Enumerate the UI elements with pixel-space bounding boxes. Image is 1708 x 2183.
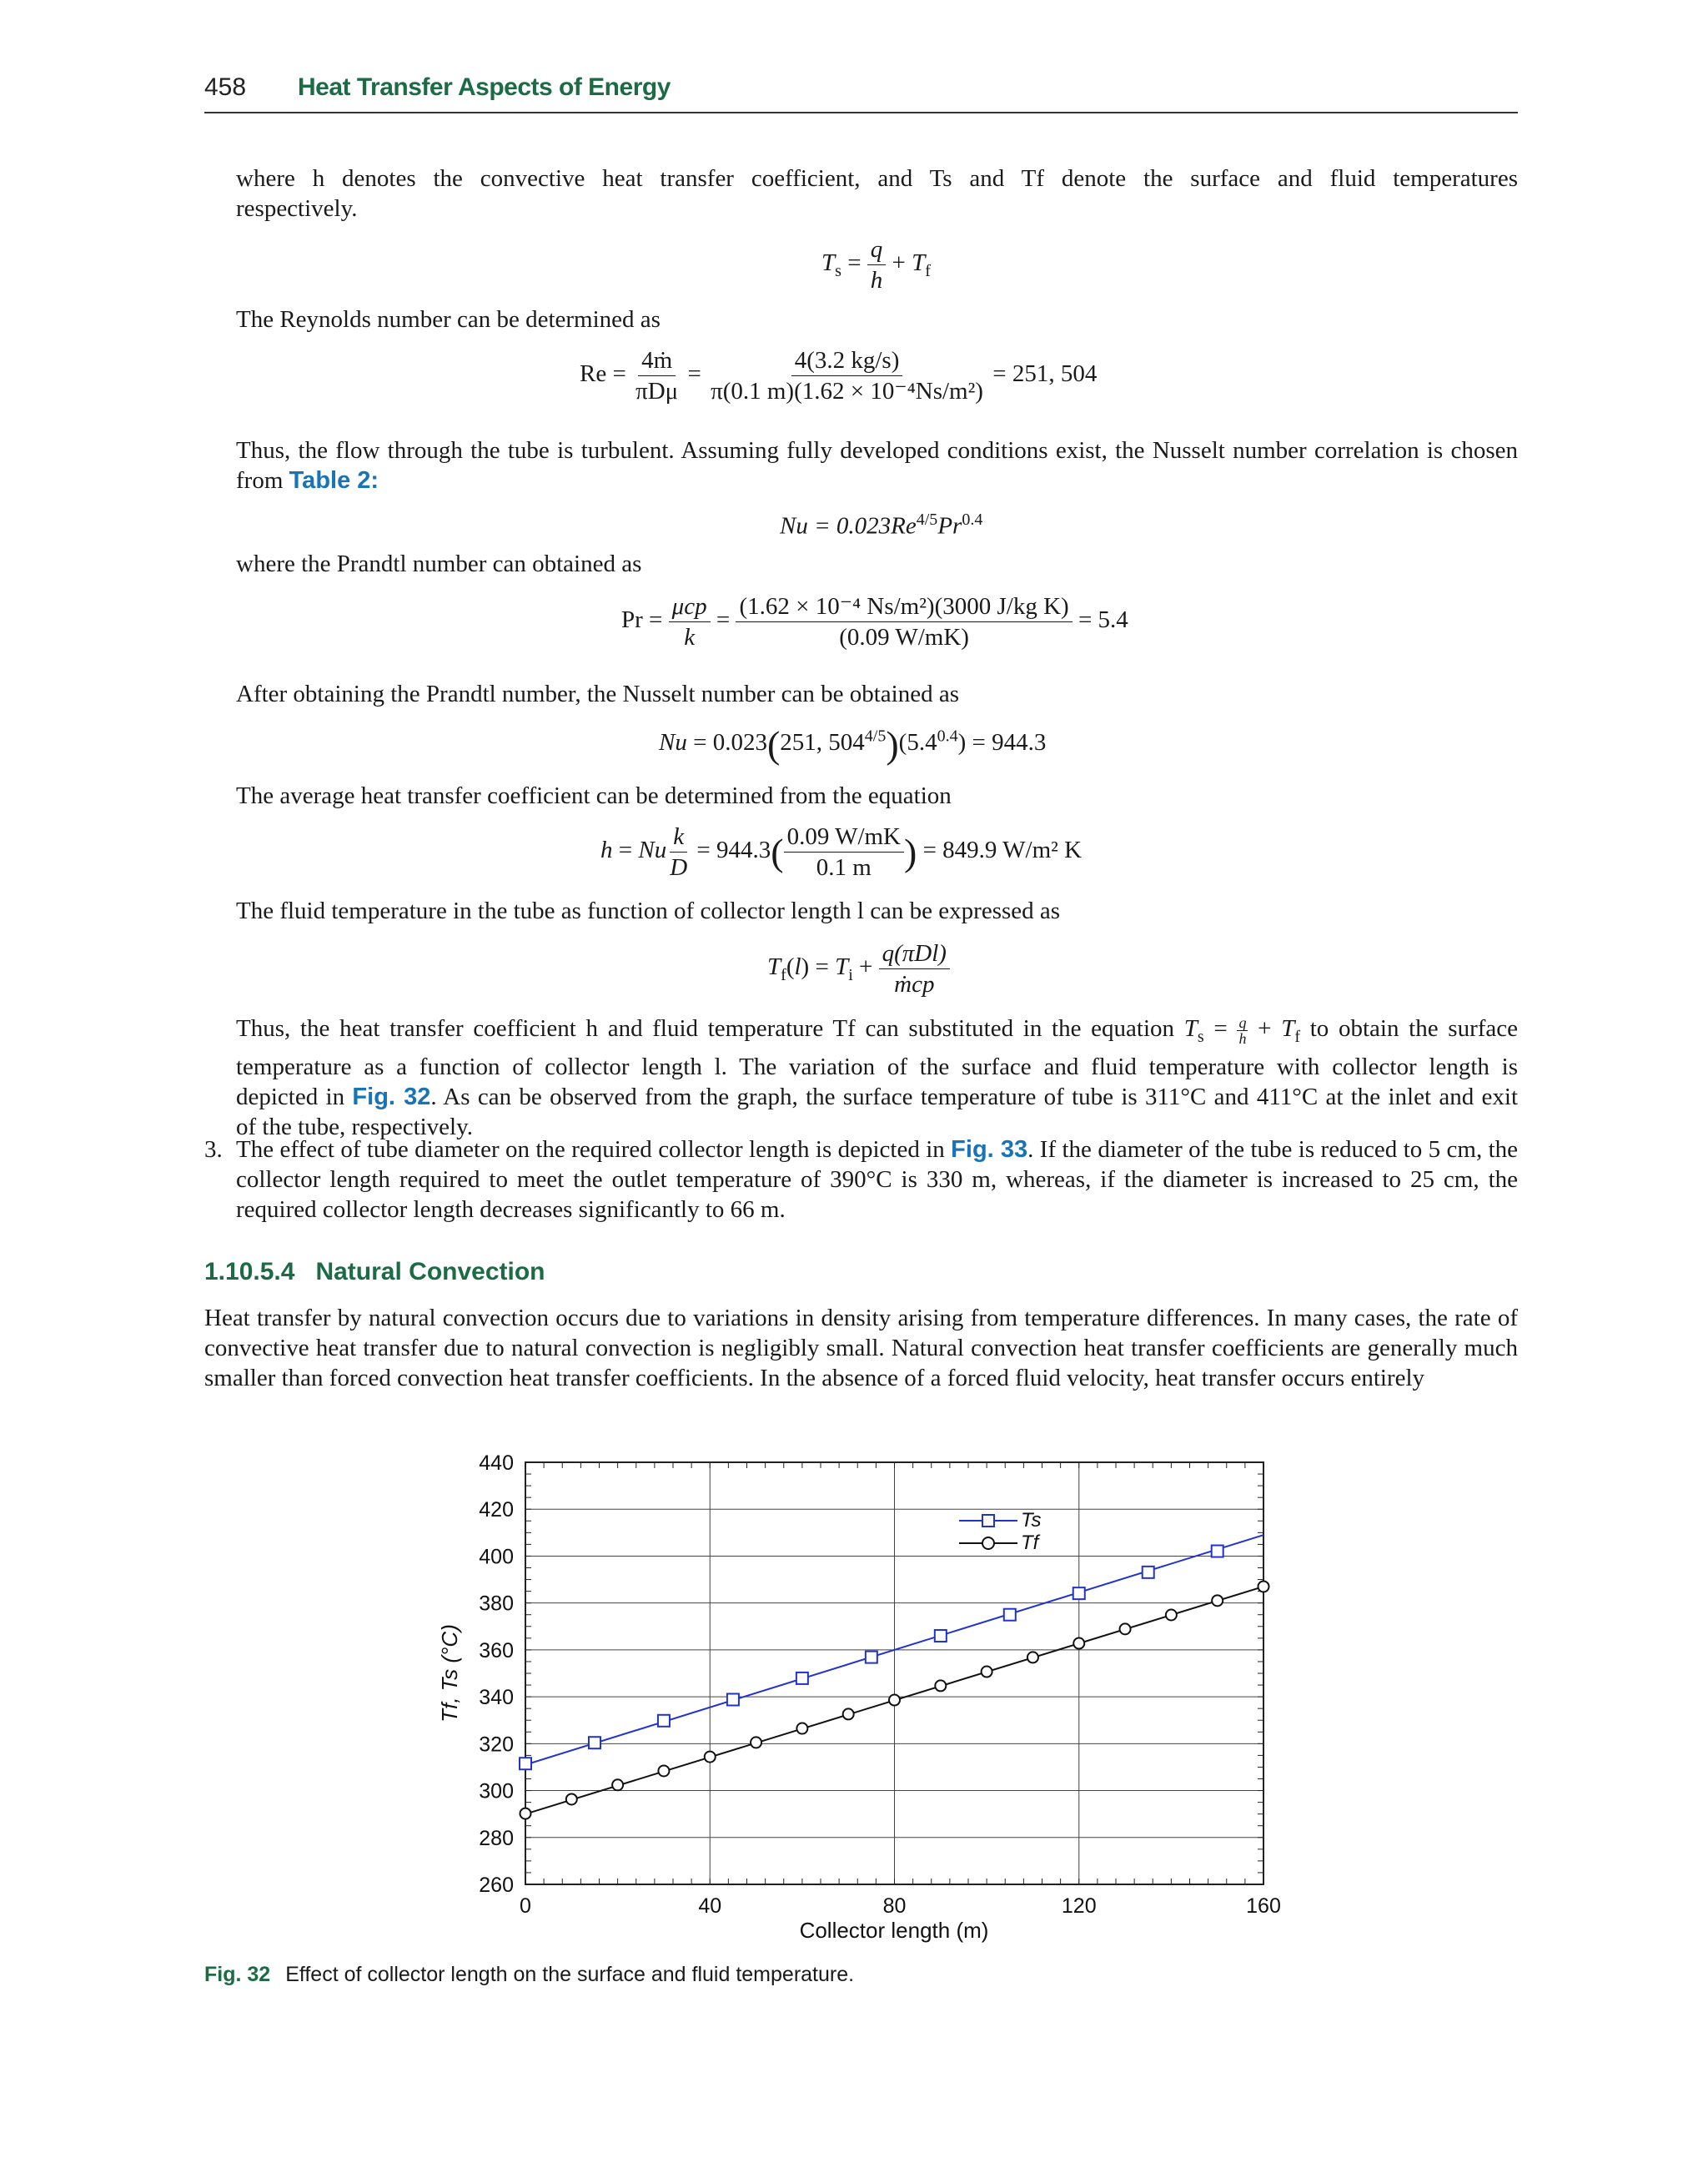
pr-num2: (1.62 × 10⁻⁴ Ns/m²)(3000 J/kg K): [736, 592, 1072, 622]
legend-ts-label: Ts: [1021, 1509, 1042, 1532]
data-point-ts: [935, 1630, 947, 1642]
chart-legend: [959, 1509, 1041, 1554]
data-point-tf: [566, 1793, 577, 1804]
data-point-tf: [796, 1723, 807, 1734]
data-point-ts: [727, 1693, 739, 1705]
y-tick-label: 260: [479, 1874, 514, 1897]
fig32-link[interactable]: Fig. 32: [352, 1083, 431, 1110]
re-num1: 4ṁ: [638, 346, 676, 376]
equation-ts: $T_s$ = $\frac{q}{h}$ + $T_f$: [821, 236, 931, 294]
data-point-ts: [1143, 1567, 1154, 1578]
y-tick-label: 300: [479, 1779, 514, 1803]
x-tick-label: 160: [1246, 1894, 1281, 1918]
paragraph-fluid-temperature: The fluid temperature in the tube as function of collector length l can be expressed as: [236, 898, 1061, 924]
section-title: Natural Convection: [315, 1258, 545, 1285]
nu-text: Nu = 0.023Re: [780, 512, 917, 540]
page-number: 458: [204, 73, 247, 101]
h-mid: = 944.3: [696, 837, 771, 864]
data-point-tf: [1027, 1652, 1038, 1662]
data-point-tf: [1258, 1581, 1269, 1592]
x-tick-label: 0: [520, 1894, 531, 1918]
re-lhs: Re: [580, 360, 607, 388]
data-point-ts: [1073, 1587, 1085, 1599]
pr-lhs: Pr: [621, 606, 643, 634]
equation-h: h = Nu $\frac{k}{D}$ = 944.3( $\frac{0.09 W/mK}{0.1 m}$ ) = 849.9 W/m² K: [600, 823, 1083, 881]
item3-number: 3.: [204, 1136, 223, 1163]
data-point-ts: [589, 1737, 600, 1748]
equation-nusselt-value: Nu = 0.023(251, $504^{4/5})(5.4^{0.4}) = 944.3$: [659, 723, 1047, 766]
y-tick-label: 400: [479, 1545, 514, 1569]
tf-num: q(πDl): [882, 940, 947, 967]
nu-pr: Pr: [937, 512, 962, 540]
data-point-tf: [1166, 1610, 1177, 1621]
data-point-tf: [843, 1708, 854, 1719]
re-num2: 4(3.2 kg/s): [791, 346, 903, 376]
paragraph-after-prandtl: After obtaining the Prandtl number, the Nusselt number can be obtained as: [236, 681, 959, 707]
data-point-tf: [751, 1737, 761, 1748]
data-point-tf: [1212, 1595, 1223, 1606]
para1-line2: respectively.: [236, 195, 358, 222]
nu2-result: = 944.3: [972, 729, 1047, 757]
x-tick-label: 80: [882, 1894, 907, 1918]
paragraph-average-h: The average heat transfer coefficient can be determined from the equation: [236, 782, 952, 809]
y-tick-label: 340: [479, 1686, 514, 1710]
paragraph-reynolds: The Reynolds number can be determined as: [236, 306, 661, 333]
chart-grid: [525, 1462, 1263, 1884]
y-axis-label: Tf, Ts (°C): [437, 1624, 462, 1723]
item3-b: . If the diameter of the tube is reduced to 5 cm, the collector length required to meet the outlet temperature of 390°C is 330 m, whereas, if the diameter is increased to 25 cm, the required collector length decreases significantly to 66 m.: [236, 1136, 1519, 1223]
y-tick-label: 320: [479, 1733, 514, 1757]
x-axis-label: Collector length (m): [799, 1918, 989, 1943]
thus-l2: temperature as a function of collector length l. The variation of the surface and fluid temperature with collector length is: [236, 1053, 1518, 1080]
equation-prandtl: Pr = $\frac{\text{μcp}}{k}$ = $\frac{\text{(1.62 × 10⁻⁴ Ns/m²)(3000 J/kg K)}}{(0.09 W/mK)}$ = 5.4: [621, 593, 1128, 651]
paragraph-natural-convection: Heat transfer by natural convection occurs due to variations in density arising from temperature differences. In many cases, the rate of convective heat transfer due to natural convection is negligibly small. Natural convection heat transfer coefficients are generally much smaller than forced convection heat transfer coefficients. In the absence of a forced fluid velocity, heat transfer occurs entirely: [204, 1305, 1518, 1391]
pr-den1: k: [684, 624, 696, 651]
caption-label: Fig. 32: [204, 1963, 271, 1986]
y-tick-label: 360: [479, 1638, 514, 1662]
y-tick-label: 440: [479, 1451, 514, 1475]
data-point-ts: [520, 1758, 531, 1769]
legend-tf-label: Tf: [1021, 1532, 1039, 1554]
h-den1: D: [670, 854, 688, 881]
data-point-ts: [658, 1715, 670, 1727]
re-den2: π(0.1 m)(1.62 × 10⁻⁴Ns/m²): [711, 378, 983, 405]
data-point-ts: [866, 1652, 877, 1663]
turbulent-text: Thus, the flow through the tube is turbulent. Assuming fully developed conditions exist, the Nusselt number correlation is chosen from: [236, 437, 1518, 494]
paragraph-surface-temperature: Thus, the heat transfer coefficient h and fluid temperature Tf can substituted in the equation $T_s$ = $\frac{q}{h}$ + $T_f$ to obtain the surface temperature as a function of collector length l. The variation of the surface and fluid temperature with collector length is depicted in Fig. 32. As can be observed from the graph, the surface temperature of tube is 311°C and 411°C at the inlet and exit of the tube, respectively.: [236, 1014, 1519, 1140]
y-tick-label: 420: [479, 1498, 514, 1522]
legend-ts-marker: [982, 1515, 994, 1527]
h-num1: k: [673, 823, 685, 850]
data-point-ts: [1212, 1546, 1223, 1557]
h-num2: 0.09 W/mK: [784, 822, 904, 853]
section-number: 1.10.5.4: [204, 1258, 295, 1285]
h-den2: 0.1 m: [816, 854, 872, 881]
x-tick-labels: [520, 1894, 1281, 1918]
y-tick-label: 280: [479, 1826, 514, 1850]
nu-exp2: 0.4: [962, 511, 983, 529]
thus-l3a: depicted in: [236, 1083, 345, 1110]
equation-reynolds: Re = $\frac{\text{4ṁ}}{\text{πDμ}}$ = $\frac{4(3.2 kg/s)}{\text{π(0.1 m)(1.62 × 10⁻⁴Ns/m²)}}$ = 251, 504: [580, 347, 1098, 405]
equation-tf: $T_f(l) = T_i$ + $\frac{\text{q(πDl)}}{\text{ṁcp}}$: [767, 939, 950, 998]
pr-num1: μcp: [671, 593, 707, 620]
thus-l1a: Thus, the heat transfer coefficient h and fluid temperature Tf can substituted in the equation: [236, 1015, 1175, 1042]
x-tick-label: 40: [698, 1894, 722, 1918]
y-tick-label: 380: [479, 1592, 514, 1616]
nu2-exp-b: 0.4: [937, 727, 958, 746]
legend-tf-marker: [982, 1537, 994, 1549]
data-point-ts: [1004, 1609, 1016, 1621]
data-point-tf: [889, 1695, 900, 1706]
data-point-tf: [935, 1680, 946, 1691]
thus-l3b: . As can be observed from the graph, the surface temperature of tube is 311°C and 411°C at the inlet and exit: [430, 1083, 1518, 1110]
pr-result: = 5.4: [1078, 606, 1128, 634]
h-result: = 849.9 W/m² K: [922, 837, 1083, 864]
data-point-tf: [1120, 1623, 1131, 1634]
data-point-tf: [705, 1752, 716, 1763]
tf-den: ṁcp: [894, 971, 935, 998]
item3-a: The effect of tube diameter on the required collector length is depicted in: [236, 1136, 945, 1163]
data-point-tf: [520, 1808, 531, 1819]
data-point-tf: [982, 1667, 992, 1677]
para1-line1: where h denotes the convective heat transfer coefficient, and Ts and Tf denote the surface and fluid temperatures: [236, 165, 1518, 192]
re-den1: πDμ: [635, 378, 679, 405]
data-point-tf: [658, 1765, 669, 1776]
data-point-tf: [1073, 1638, 1084, 1649]
thus-l4: of the tube, respectively.: [236, 1113, 473, 1140]
nu2-b: 5.4: [907, 729, 937, 757]
figure-caption: [204, 1963, 854, 1987]
y-tick-labels: [479, 1451, 514, 1897]
data-point-ts: [796, 1672, 808, 1684]
nu2-a: 251, 504: [780, 729, 865, 757]
data-point-tf: [612, 1779, 623, 1790]
re-result: = 251, 504: [992, 360, 1098, 388]
x-tick-label: 120: [1061, 1894, 1097, 1918]
paragraph-prandtl: where the Prandtl number can obtained as: [236, 551, 642, 577]
caption-text: Effect of collector length on the surface and fluid temperature.: [285, 1963, 855, 1986]
running-title: Heat Transfer Aspects of Energy: [298, 73, 671, 101]
nu-exp1: 4/5: [916, 511, 938, 529]
table2-link[interactable]: Table 2:: [289, 467, 379, 494]
thus-l1b: to obtain the surface: [1309, 1015, 1519, 1042]
fig33-link[interactable]: Fig. 33: [951, 1136, 1028, 1163]
pr-den2: (0.09 W/mK): [839, 624, 969, 651]
